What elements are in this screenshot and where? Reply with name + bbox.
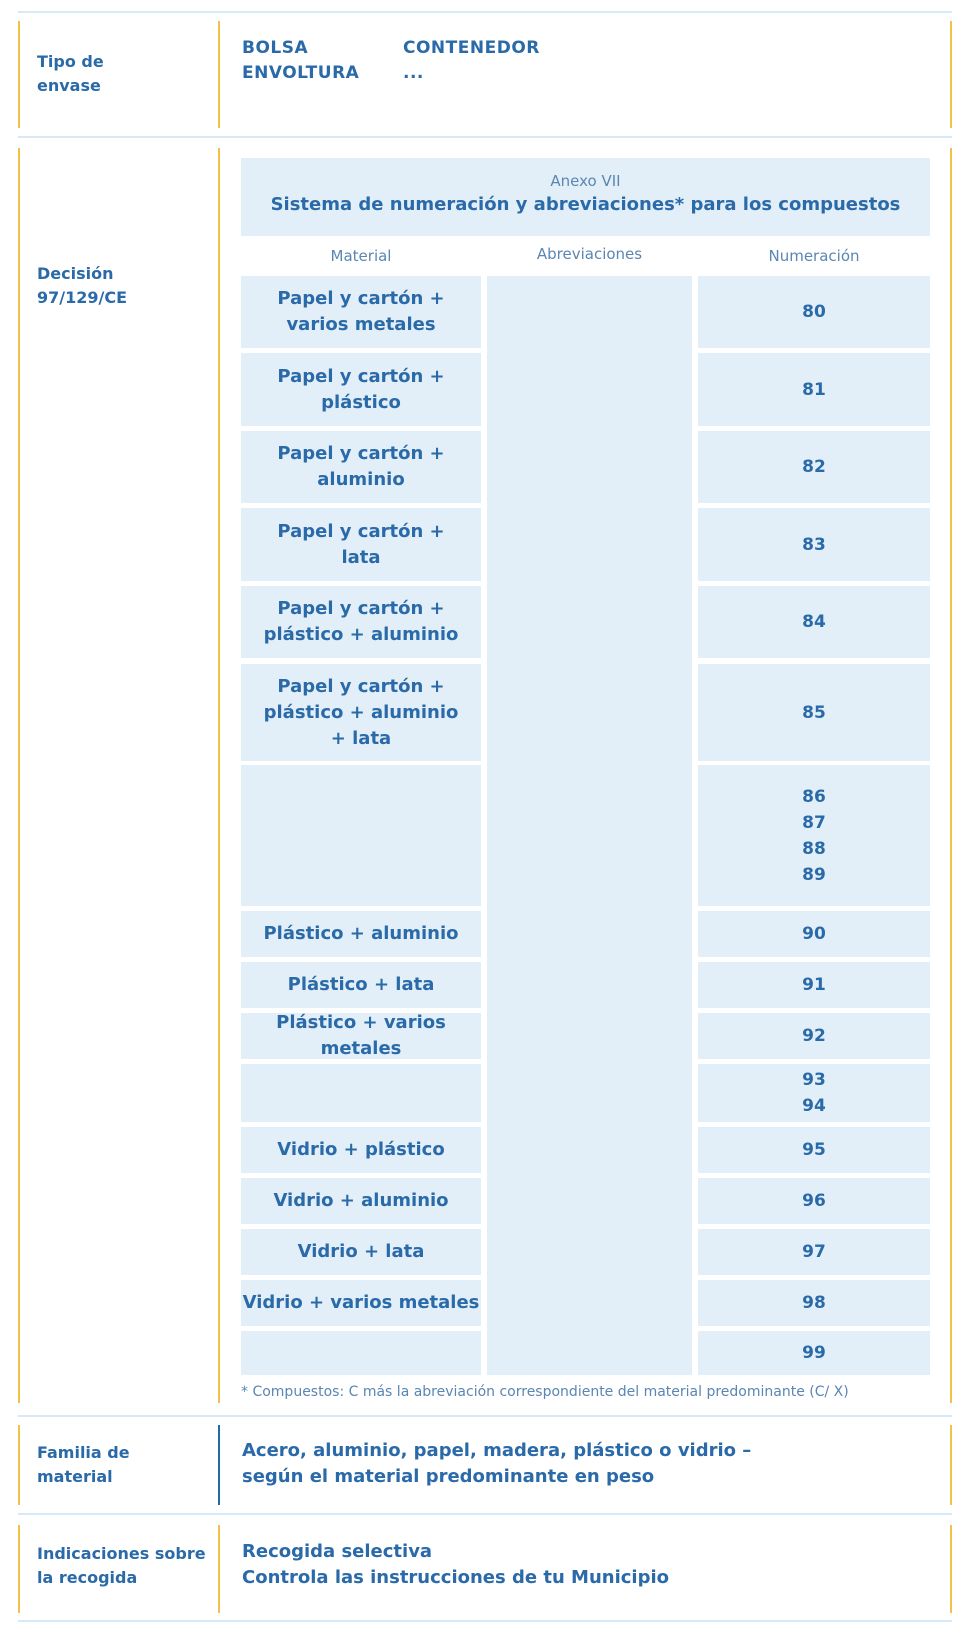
material-cell — [241, 1331, 481, 1375]
numeracion-cell — [698, 276, 930, 348]
material-cell — [241, 664, 481, 761]
divider-3 — [18, 1513, 952, 1515]
indicaciones-value: Recogida selectiva — [242, 1541, 433, 1562]
material-text: plástico — [321, 391, 401, 413]
numeracion-value: 95 — [802, 1140, 826, 1160]
indicaciones-values — [242, 1539, 669, 1591]
numeracion-cell — [698, 962, 930, 1008]
left-rule — [18, 21, 20, 128]
tipo-label — [37, 50, 104, 98]
familia-values — [242, 1438, 751, 1490]
material-text: plástico + aluminio — [263, 701, 459, 723]
material-cell — [241, 276, 481, 348]
decision-label — [37, 262, 127, 310]
numeracion-value: 93 — [802, 1070, 826, 1090]
material-text: Vidrio + aluminio — [273, 1190, 449, 1211]
numeracion-cell — [698, 1013, 930, 1059]
material-text: Vidrio + varios metales — [242, 1292, 480, 1313]
numeracion-cell — [698, 1331, 930, 1375]
divider-top — [18, 11, 952, 13]
tipo-value: BOLSA — [242, 38, 309, 58]
numeracion-value: 98 — [802, 1293, 826, 1313]
numeracion-cell — [698, 911, 930, 957]
numeracion-value: 91 — [802, 975, 826, 995]
material-text: Plástico + aluminio — [263, 923, 459, 944]
divider-1 — [18, 136, 952, 138]
numeracion-value: 88 — [802, 838, 826, 859]
col-header-material: Material — [330, 247, 392, 265]
material-cell — [241, 508, 481, 581]
tipo-values-left — [242, 36, 359, 86]
material-cell — [241, 431, 481, 503]
numeracion-cell — [698, 508, 930, 581]
numeracion-cell — [698, 664, 930, 761]
material-text: varios metales — [286, 314, 436, 335]
mid-rule — [218, 148, 220, 1403]
material-cell — [241, 1064, 481, 1122]
numeracion-cell — [698, 353, 930, 426]
divider-2 — [18, 1415, 952, 1417]
right-rule — [950, 148, 952, 1403]
numeracion-value: 80 — [802, 302, 826, 322]
numeracion-cell — [698, 1229, 930, 1275]
indicaciones-label-line: Indicaciones sobre — [37, 1544, 206, 1563]
right-rule — [950, 1425, 952, 1505]
numeracion-value: 96 — [802, 1191, 826, 1211]
material-cell — [241, 962, 481, 1008]
indicaciones-value: Controla las instrucciones de tu Municipio — [242, 1567, 670, 1588]
tipo-values-right — [403, 36, 540, 86]
material-cell — [241, 1013, 481, 1059]
familia-label — [37, 1441, 130, 1489]
familia-label-line: Familia de — [37, 1443, 130, 1462]
table-title: Sistema de numeración y abreviaciones* para los compuestos — [270, 194, 901, 215]
numeracion-cell — [698, 1064, 930, 1122]
material-text: Vidrio + plástico — [277, 1139, 445, 1160]
mid-rule — [218, 1425, 220, 1505]
material-cell — [241, 353, 481, 426]
material-text: Vidrio + lata — [297, 1241, 425, 1262]
numeracion-value: 84 — [802, 612, 826, 632]
familia-value: Acero, aluminio, papel, madera, plástico o vidrio – — [242, 1440, 752, 1461]
numeracion-cell — [698, 431, 930, 503]
table-header — [241, 158, 930, 236]
material-text: Papel y cartón + — [277, 520, 445, 542]
material-text: lata — [341, 546, 381, 568]
material-cell — [241, 1229, 481, 1275]
left-rule — [18, 1425, 20, 1505]
material-cell — [241, 1178, 481, 1224]
material-text: Plástico + lata — [287, 974, 435, 995]
tipo-label-line: envase — [37, 76, 101, 95]
numeracion-value: 94 — [802, 1096, 826, 1116]
material-text: Papel y cartón + — [277, 675, 445, 697]
divider-bottom — [18, 1620, 952, 1622]
numeracion-cell — [698, 1178, 930, 1224]
tipo-label-line: Tipo de — [37, 52, 104, 71]
material-text: Papel y cartón + — [277, 288, 445, 309]
material-text: + lata — [330, 727, 392, 749]
material-cell — [241, 911, 481, 957]
familia-label-line: material — [37, 1467, 113, 1486]
numeracion-cell — [698, 1280, 930, 1326]
material-cell — [241, 1127, 481, 1173]
material-text: Papel y cartón + — [277, 598, 445, 619]
familia-value: según el material predominante en peso — [242, 1466, 655, 1487]
col-header-numeracion: Numeración — [768, 247, 860, 265]
material-text: plástico + aluminio — [263, 624, 459, 645]
numeracion-value: 90 — [802, 924, 826, 944]
material-text: aluminio — [317, 469, 405, 490]
abreviaciones-column — [487, 276, 692, 1375]
numeracion-cell — [698, 765, 930, 906]
numeracion-cell — [698, 1127, 930, 1173]
numeracion-cell — [698, 586, 930, 658]
footnote: * Compuestos: C más la abreviación correspondiente del material predominante (C/ X) — [241, 1384, 849, 1400]
mid-rule — [218, 21, 220, 128]
left-rule — [18, 1525, 20, 1613]
indicaciones-label — [37, 1542, 206, 1590]
material-text: Papel y cartón + — [277, 443, 445, 464]
tipo-value: CONTENEDOR — [403, 38, 540, 58]
decision-label-line: Decisión — [37, 264, 114, 283]
material-text: Plástico + varios metales — [276, 1012, 446, 1059]
material-cell — [241, 765, 481, 906]
numeracion-value: 97 — [802, 1242, 826, 1262]
col-header-abreviaciones: Abreviaciones — [536, 245, 643, 263]
left-rule — [18, 148, 20, 1403]
right-rule — [950, 21, 952, 128]
tipo-value: ... — [403, 63, 424, 83]
numeracion-value: 82 — [802, 457, 826, 477]
numeracion-value: 99 — [802, 1343, 826, 1363]
tipo-value: ENVOLTURA — [242, 63, 360, 83]
numeracion-value: 89 — [802, 864, 826, 885]
material-cell — [241, 586, 481, 658]
numeracion-value: 81 — [802, 379, 826, 400]
numeracion-value: 83 — [802, 534, 826, 555]
indicaciones-label-line: la recogida — [37, 1568, 138, 1587]
numeracion-value: 85 — [802, 702, 826, 723]
material-text: Papel y cartón + — [277, 365, 445, 387]
numeracion-value: 92 — [802, 1026, 826, 1046]
right-rule — [950, 1525, 952, 1613]
numeracion-value: 86 — [802, 786, 826, 807]
decision-label-line: 97/129/CE — [37, 288, 128, 307]
annex-label: Anexo VII — [550, 172, 621, 190]
numeracion-value: 87 — [802, 812, 826, 833]
mid-rule — [218, 1525, 220, 1613]
material-cell — [241, 1280, 481, 1326]
